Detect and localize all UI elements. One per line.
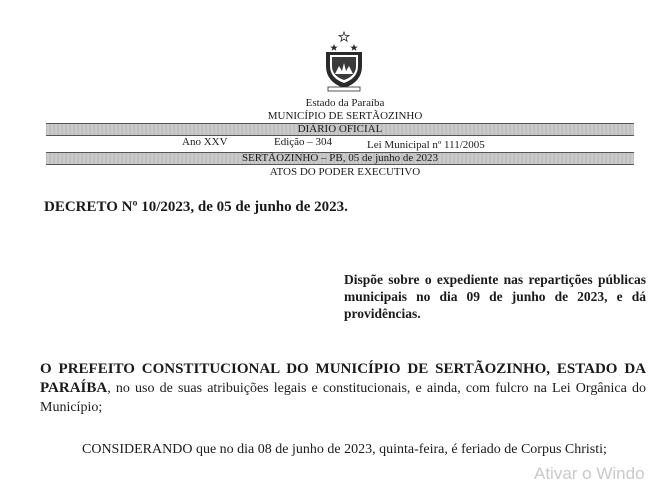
decree-considering: CONSIDERANDO que no dia 08 de junho de 2023, quinta-feira, é feriado de Corpus Christi;: [82, 442, 607, 457]
header-year: Ano XXV: [182, 136, 228, 148]
decree-preamble: [40, 360, 646, 417]
preamble-rest: , no uso de suas atribuições legais e constitucionais, e ainda, com fulcro na Lei Orgânica do Município;: [40, 381, 646, 415]
preamble-bold: O PREFEITO CONSTITUCIONAL DO MUNICÍPIO DE SERTÃOZINHO, ESTADO DA PARAÍBA: [40, 361, 646, 396]
windows-activation-watermark: Ativar o Windo: [534, 464, 645, 483]
header-gazette: DIÁRIO OFICIAL: [297, 123, 383, 135]
header-section: ATOS DO PODER EXECUTIVO: [269, 166, 421, 178]
municipal-coat-of-arms-icon: [320, 30, 368, 94]
header-place-date: SERTÃOZINHO – PB, 05 de junho de 2023: [241, 152, 439, 164]
decree-title: DECRETO Nº 10/2023, de 05 de junho de 2023.: [44, 199, 348, 215]
header-law: Lei Municipal nº 111/2005: [367, 139, 485, 151]
header-municipality: MUNICÍPIO DE SERTÃOZINHO: [267, 110, 423, 122]
decree-ementa: Dispõe sobre o expediente nas repartições públicas municipais no dia 09 de junho de 2023, e dá providências.: [344, 272, 646, 321]
date-band: [46, 152, 634, 165]
gazette-band: [46, 123, 634, 136]
header-state: Estado da Paraíba: [305, 97, 385, 109]
header-edition: Edição – 304: [274, 136, 333, 148]
